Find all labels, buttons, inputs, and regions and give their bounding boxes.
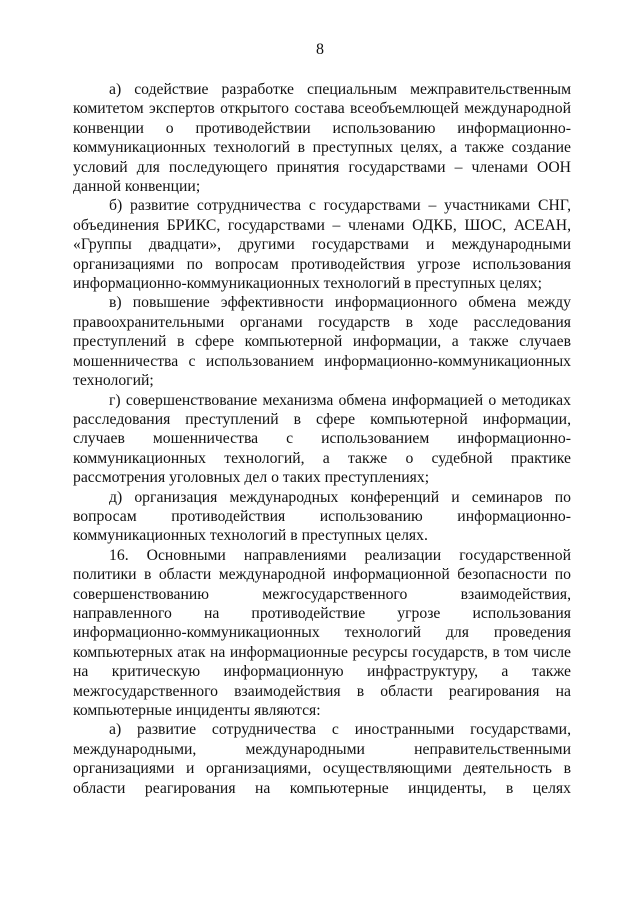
paragraph-d-conferences: д) организация международных конференций и семинаров по вопросам противодействия использованию информационно-коммуникационных технологий в преступных целях.	[73, 488, 571, 545]
paragraph-v-information-exchange: в) повышение эффективности информационного обмена между правоохранительными органами государств в ходе расследования преступлений в сфере компьютерной информации, а также случаев мошенничества с использованием информационно-коммуникационных технологий;	[73, 294, 571, 390]
paragraph-16-main-directions: 16. Основными направлениями реализации государственной политики в области международной информационной безопасности по совершенствованию межгосударственного взаимодействия, направленного на противодействие угрозе использования информационно-коммуникационных технологий для проведения компьютерных атак на информационные ресурсы государств, в том числе на критическую информационную инфраструктуру, а также межгосударственного взаимодействия в области реагирования на компьютерные инциденты являются:	[73, 546, 571, 719]
paragraph-a-convention: а) содействие разработке специальным межправительственным комитетом экспертов открытого состава всеобъемлющей международной конвенции о противодействии использованию информационно-коммуникационных технологий в преступных целях, а также создание условий для последующего принятия государствами – членами ООН данной конвенции;	[73, 81, 571, 196]
page-number: 8	[316, 41, 324, 58]
paragraph-b-cooperation: б) развитие сотрудничества с государствами – участниками СНГ, объединения БРИКС, государствами – членами ОДКБ, ШОС, АСЕАН, «Группы двадцати», другими государствами и международными организациями по вопросам противодействия угрозе использования информационно-коммуникационных технологий в преступных целях;	[73, 197, 571, 293]
paragraph-a-international-cooperation: а) развитие сотрудничества с иностранными государствами, международными, международными неправительственными организациями и организациями, осуществляющими деятельность в области реагирования на компьютерные инциденты, в целях	[73, 721, 571, 797]
paragraph-g-investigation-methods: г) совершенствование механизма обмена информацией о методиках расследования преступлений в сфере компьютерной информации, случаев мошенничества с использованием информационно-коммуникационных технологий, а также о судебной практике рассмотрения уголовных дел о таких преступлениях;	[73, 391, 571, 487]
document-body	[73, 80, 571, 798]
